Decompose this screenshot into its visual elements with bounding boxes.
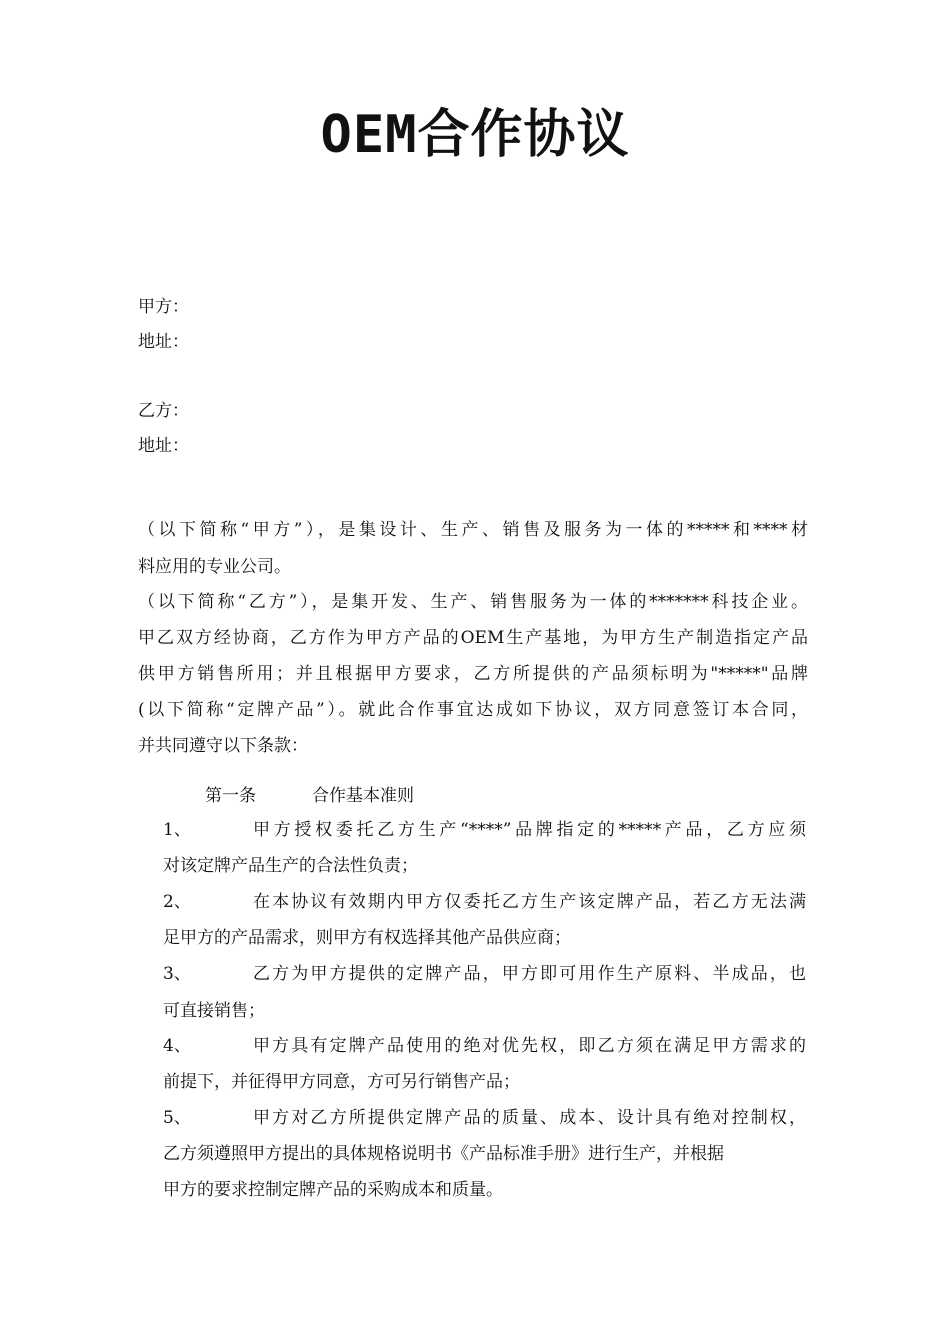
item-text-continuation: 甲方的要求控制定牌产品的采购成本和质量。 [163, 1180, 503, 1200]
intro-line-1: （以下简称“甲方”），是集设计、生产、销售及服务为一体的*****和****材 [138, 520, 808, 540]
item-text-line: 乙方为甲方提供的定牌产品，甲方即可用作生产原料、半成品，也 [253, 964, 806, 984]
item-text-continuation: 足甲方的产品需求，则甲方有权选择其他产品供应商； [163, 928, 571, 948]
article-label: 第一条 [205, 786, 256, 806]
item-number: 1、 [163, 820, 191, 840]
item-number: 4、 [163, 1036, 191, 1056]
item-text-line: 甲方对乙方所提供定牌产品的质量、成本、设计具有绝对控制权， [253, 1108, 806, 1128]
item-text-line: 甲方授权委托乙方生产“****”品牌指定的*****产品，乙方应须 [253, 820, 806, 840]
item-text-line: 甲方具有定牌产品使用的绝对优先权，即乙方须在满足甲方需求的 [253, 1036, 806, 1056]
party-b-label: 乙方： [138, 401, 189, 421]
party-a-address-label: 地址： [138, 332, 189, 352]
intro-line-7: 并共同遵守以下条款： [138, 736, 308, 756]
item-number: 3、 [163, 964, 191, 984]
intro-line-4: 甲乙双方经协商，乙方作为甲方产品的OEM生产基地，为甲方生产制造指定产品 [138, 628, 808, 648]
item-text-continuation: 前提下，并征得甲方同意，方可另行销售产品； [163, 1072, 520, 1092]
intro-line-6: (以下简称“定牌产品”）。就此合作事宜达成如下协议，双方同意签订本合同， [138, 700, 808, 720]
item-number: 5、 [163, 1108, 191, 1128]
item-text-line: 在本协议有效期内甲方仅委托乙方生产该定牌产品，若乙方无法满 [253, 892, 806, 912]
party-a-label: 甲方： [138, 297, 189, 317]
party-b-address-label: 地址： [138, 436, 189, 456]
item-text-continuation: 对该定牌产品生产的合法性负责； [163, 856, 418, 876]
intro-line-5: 供甲方销售所用；并且根据甲方要求，乙方所提供的产品须标明为"*****"品牌 [138, 664, 808, 684]
item-text-continuation: 可直接销售； [163, 1001, 265, 1021]
intro-line-3: （以下简称“乙方”），是集开发、生产、销售服务为一体的*******科技企业。 [138, 592, 808, 612]
document-title: OEM合作协议 [320, 105, 630, 165]
item-text-continuation: 乙方须遵照甲方提出的具体规格说明书《产品标准手册》进行生产，并根据 [163, 1144, 724, 1164]
intro-line-2: 料应用的专业公司。 [138, 557, 291, 577]
article-title: 合作基本准则 [312, 786, 414, 806]
item-number: 2、 [163, 892, 191, 912]
